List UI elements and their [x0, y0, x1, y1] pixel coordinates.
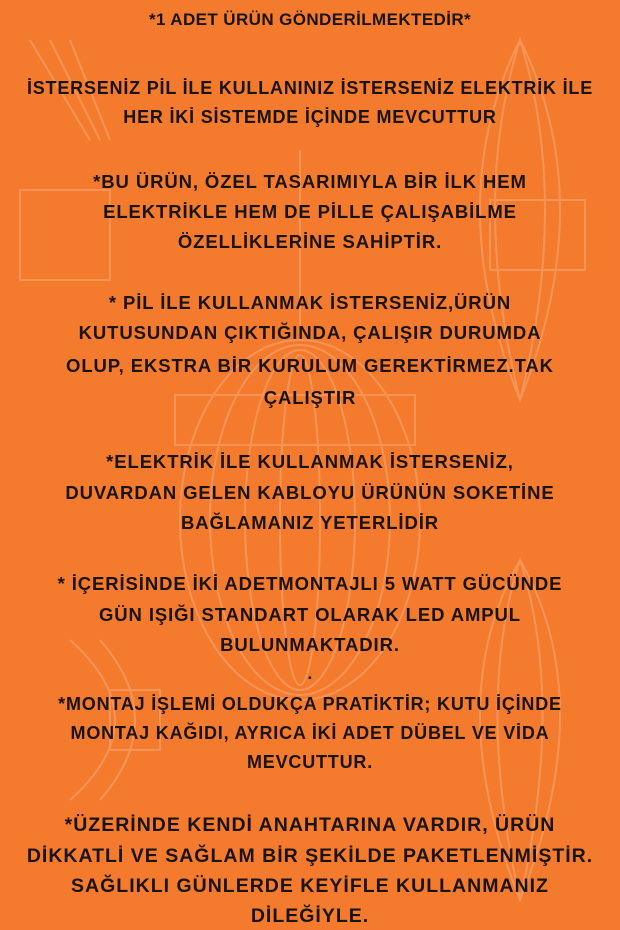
page-title: *1 ADET ÜRÜN GÖNDERİLMEKTEDİR*: [148, 10, 472, 29]
paragraph-line: MONTAJ KAĞIDI, AYRICA İKİ ADET DÜBEL VE VİDA: [70, 723, 550, 743]
paragraph-line: DİKKATLİ VE SAĞLAM BİR ŞEKİLDE PAKETLENMİŞTİR.: [26, 845, 594, 867]
paragraph-line: BULUNMAKTADIR.: [220, 634, 400, 655]
paragraph-line: * PİL İLE KULLANMAK İSTERSENİZ,ÜRÜN: [108, 292, 512, 313]
paragraph-line: *ÜZERİNDE KENDİ ANAHTARINA VARDIR, ÜRÜN: [64, 814, 556, 836]
paragraph-line: DUVARDAN GELEN KABLOYU ÜRÜNÜN SOKETİNE: [65, 482, 555, 503]
paragraph-line: OLUP, EKSTRA BİR KURULUM GEREKTİRMEZ.TAK: [66, 355, 554, 376]
paragraph-line: ÖZELLİKLERİNE SAHİPTİR.: [177, 231, 443, 252]
paragraph-line: KUTUSUNDAN ÇIKTIĞINDA, ÇALIŞIR DURUMDA: [78, 322, 542, 343]
paragraph-line: DİLEĞİYLE.: [250, 905, 370, 927]
paragraph-line: *BU ÜRÜN, ÖZEL TASARIMIYLA BİR İLK HEM: [93, 171, 527, 192]
paragraph-line: GÜN IŞIĞI STANDART OLARAK LED AMPUL: [98, 604, 522, 625]
paragraph-line: BAĞLAMANIZ YETERLİDİR: [180, 512, 440, 533]
paragraph-line: SAĞLIKLI GÜNLERDE KEYİFLE KULLANMANIZ: [71, 875, 549, 897]
paragraph-line: *MONTAJ İŞLEMİ OLDUKÇA PRATİKTİR; KUTU İÇİNDE: [58, 694, 562, 714]
paragraph-line: ÇALIŞTIR: [263, 387, 357, 408]
paragraph-line: ELEKTRİKLE HEM DE PİLLE ÇALIŞABİLME: [103, 201, 517, 222]
paragraph-line: *ELEKTRİK İLE KULLANMAK İSTERSENİZ,: [106, 451, 514, 472]
paragraph-line: İSTERSENİZ PİL İLE KULLANINIZ İSTERSENİZ ELEKTRİK İLE: [26, 78, 594, 98]
paragraph-line: HER İKİ SİSTEMDE İÇİNDE MEVCUTTUR: [123, 107, 497, 127]
paragraph-line: * İÇERİSİNDE İKİ ADETMONTAJLI 5 WATT GÜCÜNDE: [57, 573, 563, 594]
paragraph-line: MEVCUTTUR.: [247, 752, 373, 772]
paragraph-line: .: [307, 664, 313, 683]
